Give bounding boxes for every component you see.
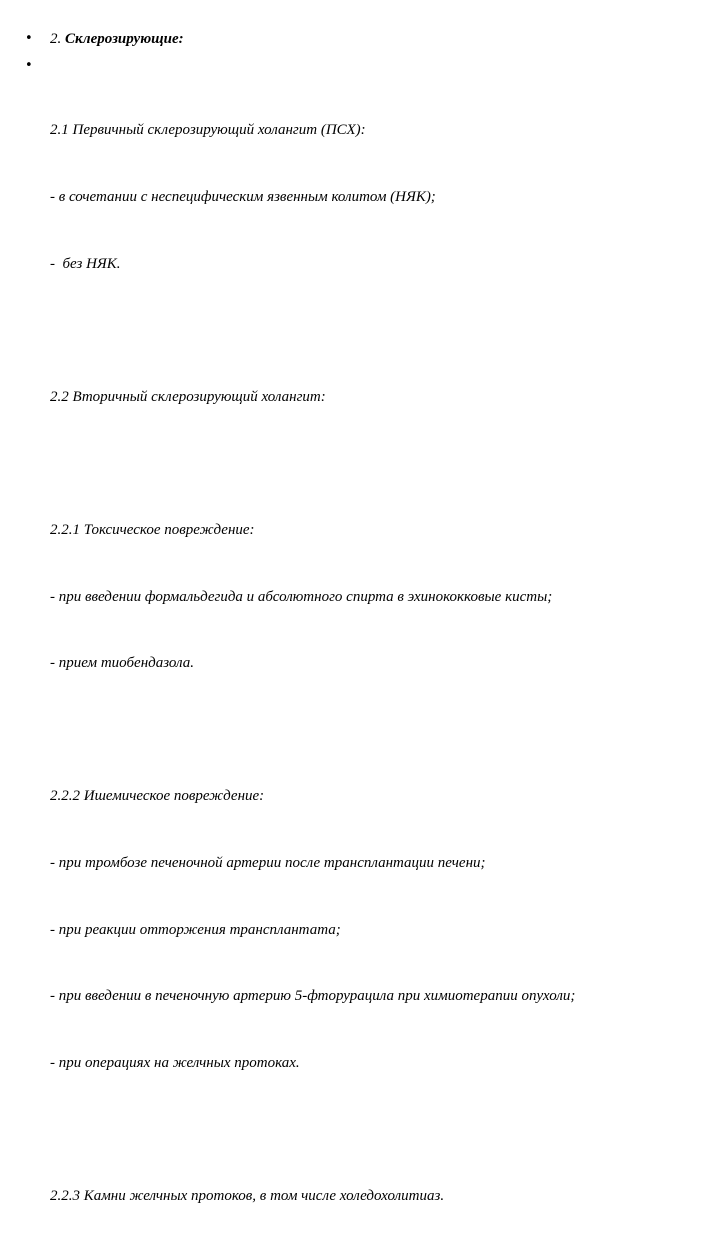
- text-line: - в сочетании с неспецифическим язвенным колитом (НЯК);: [50, 189, 436, 205]
- text-line: - при тромбозе печеночной артерии после трансплантации печени;: [50, 854, 486, 871]
- blank-line: [50, 452, 575, 474]
- text-line: - без НЯК.: [50, 255, 121, 272]
- section-heading: Склерозирующие:: [65, 31, 184, 47]
- blank-line: [50, 319, 575, 341]
- text-line: - при введении формальдегида и абсолютного спирта в эхинококковые кисты;: [50, 588, 553, 605]
- text-line: 2.2.2 Ишемическое повреждение:: [50, 788, 265, 805]
- text-line: 2.2.1 Токсическое повреждение:: [50, 521, 255, 538]
- bullet-dot-icon: •: [25, 58, 33, 73]
- text-line: - при операциях на желчных протоках.: [50, 1054, 300, 1071]
- bullet-dot-icon: •: [25, 31, 33, 46]
- blank-line: [50, 719, 575, 741]
- text-line: 2.2 Вторичный склерозирующий холангит:: [50, 388, 326, 405]
- classification-text-block: [50, 75, 575, 1252]
- bullet-text: [50, 29, 184, 49]
- text-line: - при введении в печеночную артерию 5-фторурацила при химиотерапии опухоли;: [50, 988, 576, 1005]
- section-number: 2.: [50, 31, 62, 47]
- blank-line: [50, 1118, 575, 1140]
- text-line: 2.1 Первичный склерозирующий холангит (ПСХ):: [50, 122, 366, 139]
- text-line: - при реакции отторжения трансплантата;: [50, 921, 341, 938]
- text-line: - прием тиобендазола.: [50, 655, 194, 672]
- text-line: 2.2.3 Камни желчных протоков, в том числе холедохолитиаз.: [50, 1187, 445, 1204]
